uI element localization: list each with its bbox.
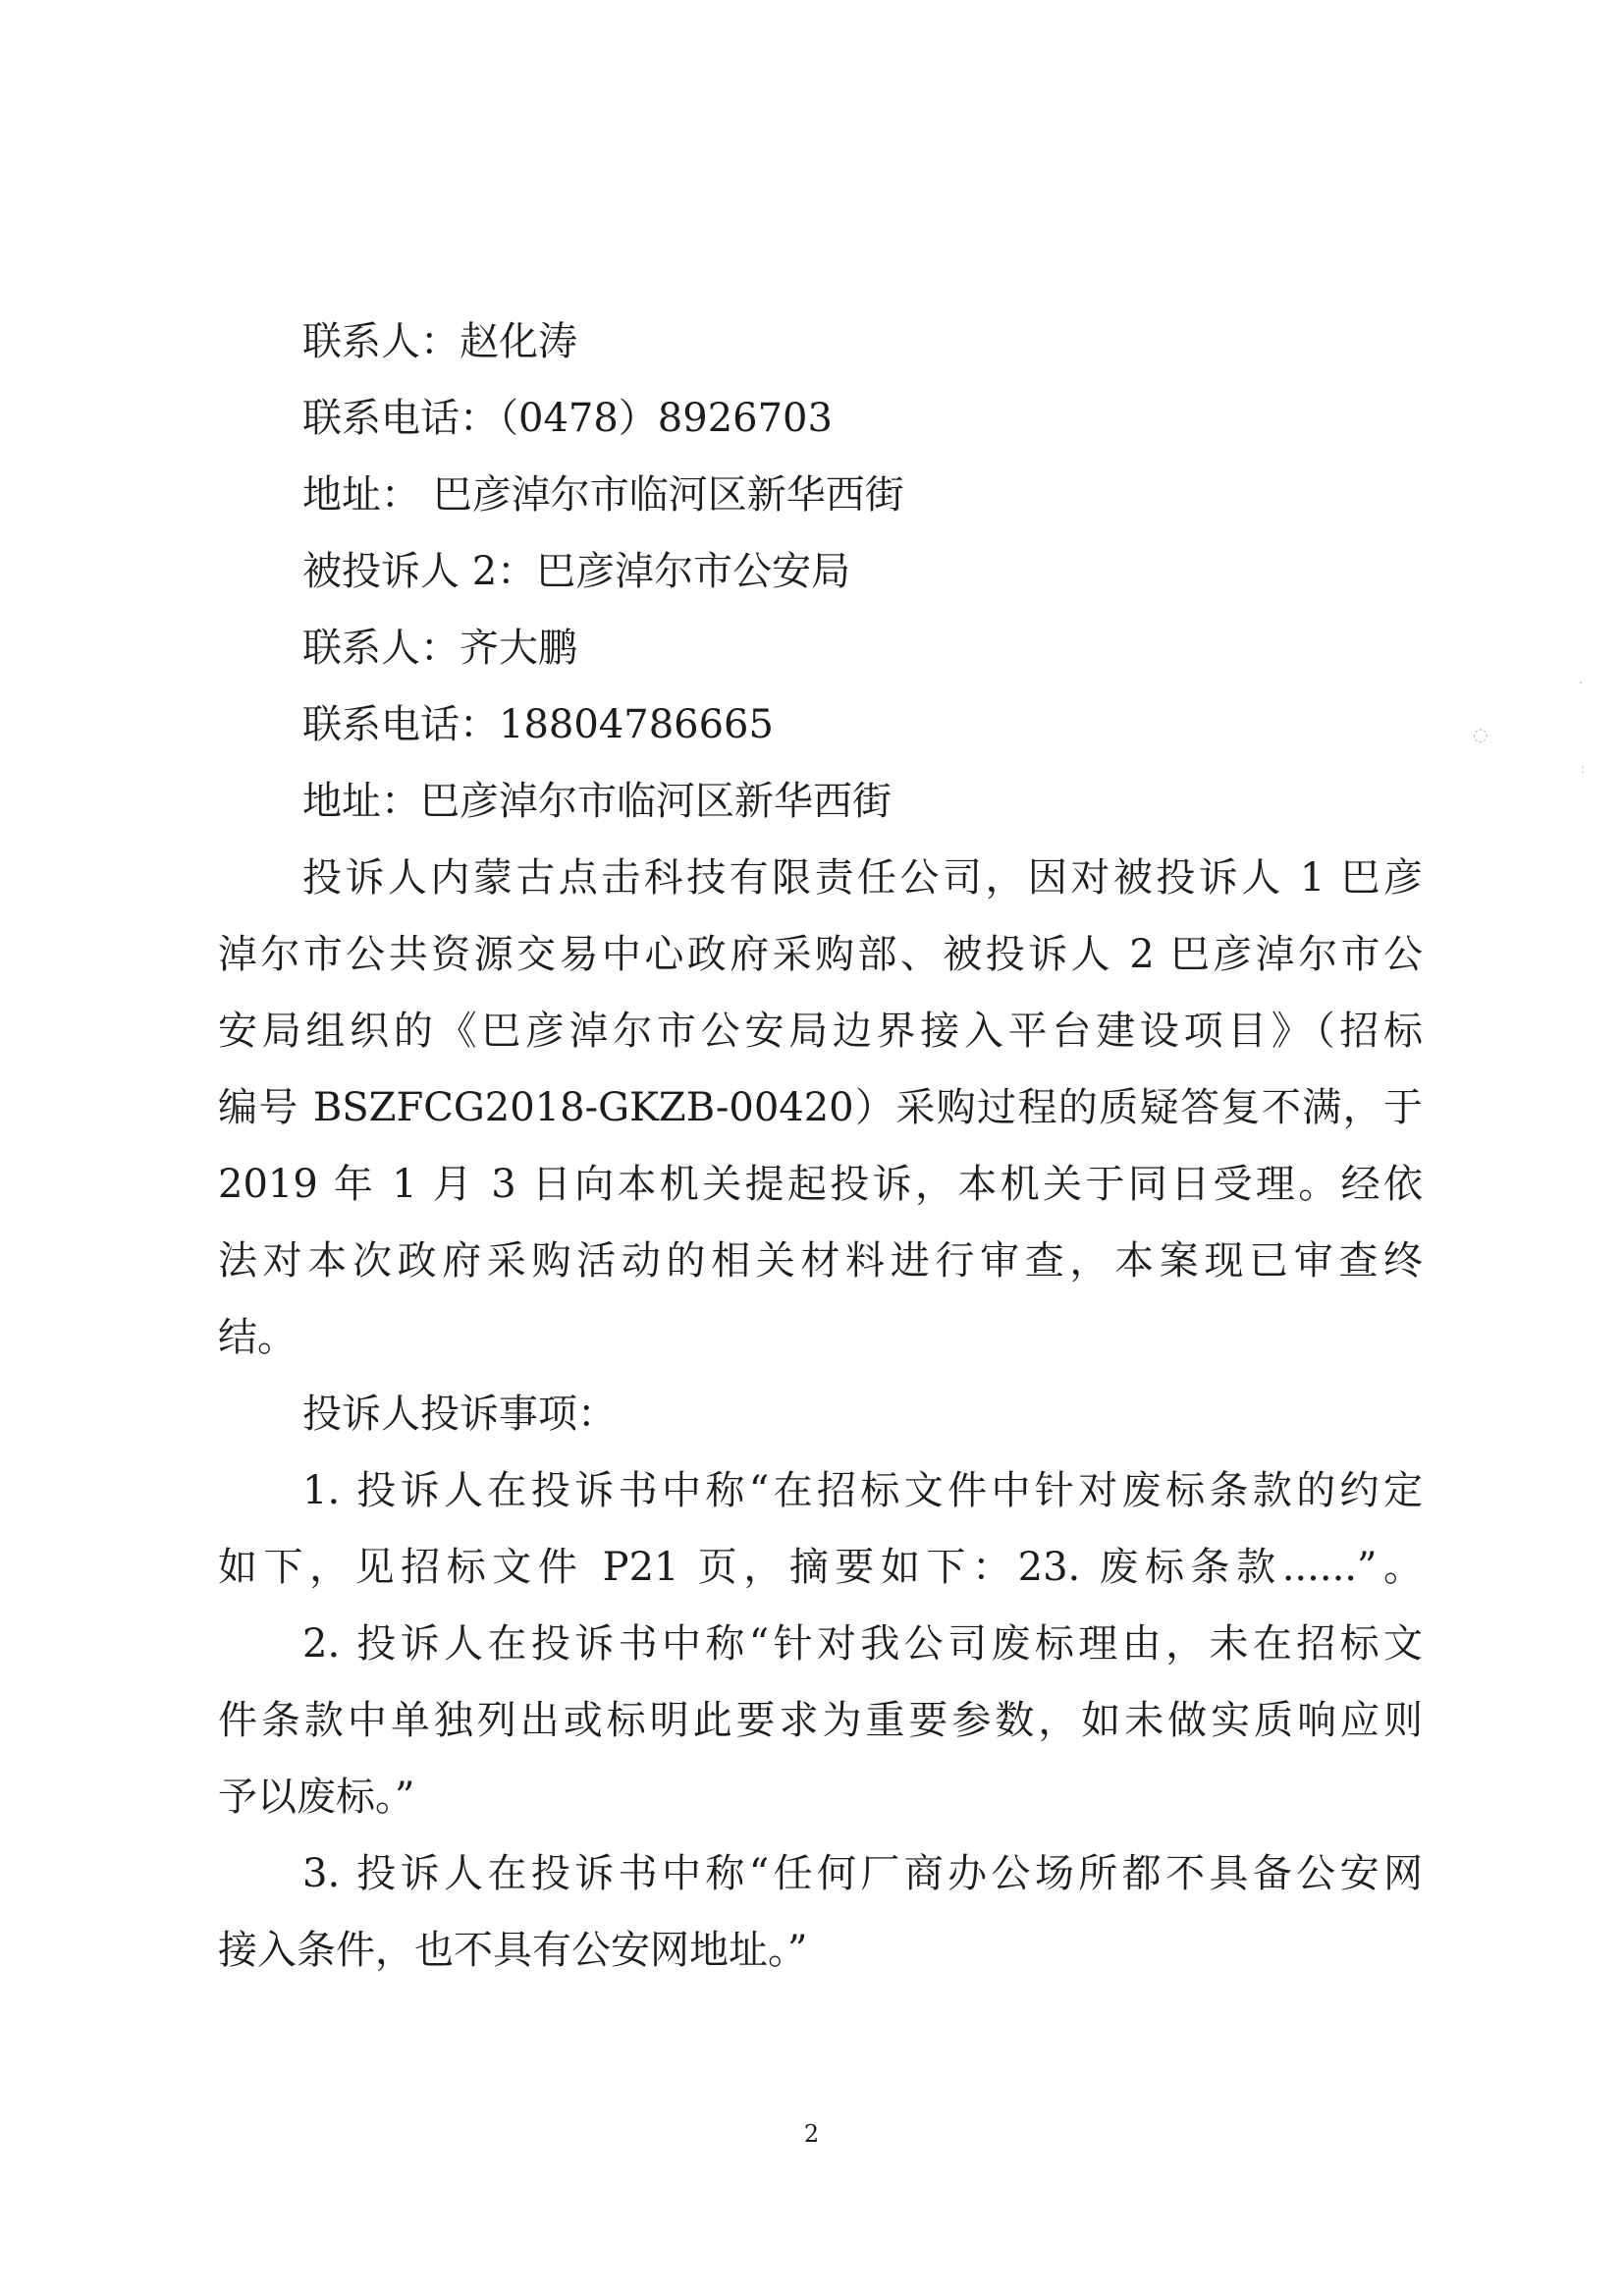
paragraph-1-line: 编号 BSZFCG2018-GKZB-00420）采购过程的质疑答复不满，于 <box>218 1085 1423 1130</box>
scan-artifact: : <box>1581 762 1586 776</box>
contact-person-2: 联系人：齐大鹏 <box>302 626 577 671</box>
contact-address-1: 地址： 巴彦淖尔市临河区新华西街 <box>302 472 904 518</box>
paragraph-1-line: 安局组织的《巴彦淖尔市公安局边界接入平台建设项目》（招标 <box>218 1009 1423 1054</box>
item-1-line: 如下，见招标文件 P21 页，摘要如下：23. 废标条款......”。 <box>218 1545 1423 1590</box>
item-2-line: 予以废标。” <box>218 1775 415 1820</box>
item-3-line: 接入条件，也不具有公安网地址。” <box>218 1928 808 1973</box>
scan-artifact: · <box>1579 676 1584 691</box>
respondent-2: 被投诉人 2：巴彦淖尔市公安局 <box>302 549 851 594</box>
paragraph-1-line: 法对本次政府采购活动的相关材料进行审查，本案现已审查终 <box>218 1238 1423 1284</box>
item-1-line: 1. 投诉人在投诉书中称“在招标文件中针对废标条款的约定 <box>302 1468 1423 1513</box>
paragraph-1-line: 淖尔市公共资源交易中心政府采购部、被投诉人 2 巴彦淖尔市公 <box>218 932 1423 977</box>
scan-artifact: ◌ <box>1473 725 1488 745</box>
item-2-line: 件条款中单独列出或标明此要求为重要参数，如未做实质响应则 <box>218 1698 1423 1743</box>
contact-phone-1: 联系电话：（0478）8926703 <box>302 396 833 441</box>
item-3-line: 3. 投诉人在投诉书中称“任何厂商办公场所都不具备公安网 <box>302 1851 1423 1896</box>
page-number: 2 <box>803 2120 820 2148</box>
paragraph-1-line: 2019 年 1 月 3 日向本机关提起投诉，本机关于同日受理。经依 <box>218 1162 1423 1207</box>
paragraph-1-line: 投诉人内蒙古点击科技有限责任公司，因对被投诉人 1 巴彦 <box>302 855 1423 901</box>
item-2-line: 2. 投诉人在投诉书中称“针对我公司废标理由，未在招标文 <box>302 1621 1423 1667</box>
contact-phone-2: 联系电话：18804786665 <box>302 702 774 747</box>
contact-person-1: 联系人：赵化涛 <box>302 319 577 364</box>
contact-address-2: 地址：巴彦淖尔市临河区新华西街 <box>302 779 892 824</box>
paragraph-1-line: 结。 <box>218 1315 297 1360</box>
complaint-heading: 投诉人投诉事项： <box>302 1392 617 1437</box>
